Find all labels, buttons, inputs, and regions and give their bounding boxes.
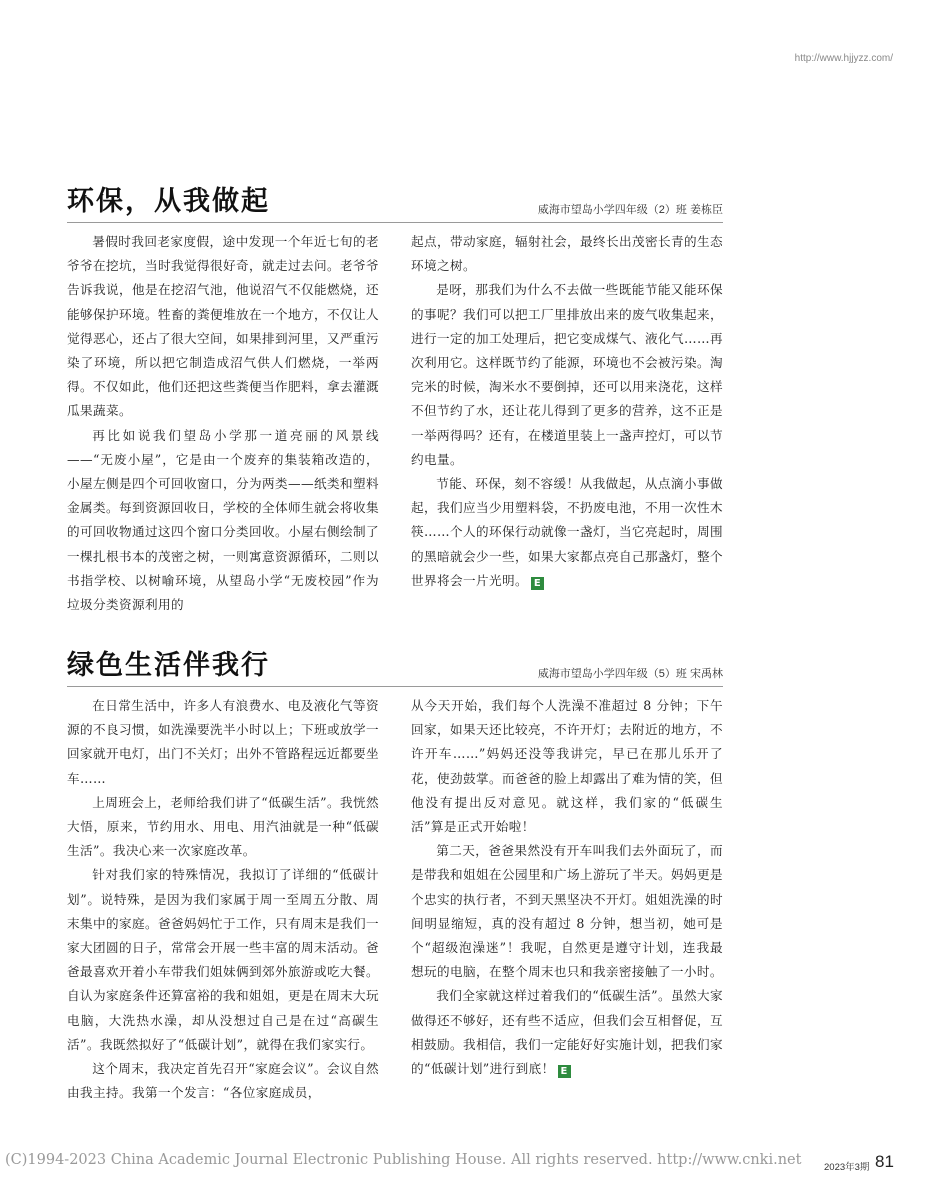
paragraph: 针对我们家的特殊情况，我拟订了详细的“低碳计划”。说特殊，是因为我们家属于周一至周五分散、周末集中的家庭。爸爸妈妈忙于工作，只有周末是我们一家大团圆的日子，常常会开展一些丰富的周末活动。爸爸最喜欢开着小车带我们姐妹俩到郊外旅游或吃大餐。自认为家庭条件还算富裕的我和姐姐，更是在周末大玩电脑，大洗热水澡，却从没想过自己是在过“高碳生活”。我既然拟好了“低碳计划”，就得在我们家实行。 (67, 867, 379, 1052)
article-environment (67, 178, 723, 617)
paragraph: 暑假时我回老家度假，途中发现一个年近七旬的老爷爷在挖坑，当时我觉得很好奇，就走过去问。老爷爷告诉我说，他是在挖沼气池，他说沼气不仅能燃烧，还能够保护环境。牲畜的粪便堆放在一个地方，不仅让人觉得恶心，还占了很大空间，如果排到河里，又严重污染了环境，所以把它制造成沼气供人们燃烧，一举两得。不仅如此，他们还把这些粪便当作肥料，拿去灌溉瓜果蔬菜。 (67, 234, 379, 419)
paragraph-text: 节能、环保，刻不容缓！从我做起，从点滴小事做起，我们应当少用塑料袋，不扔废电池，不用一次性木筷……个人的环保行动就像一盏灯，当它亮起时，周围的黑暗就会少一些，如果大家都点亮自己那盏灯，整个世界将会一片光明。 (411, 476, 723, 588)
paragraph (411, 472, 723, 593)
end-mark-icon: E (558, 1065, 571, 1078)
page-number: 81 (875, 1152, 894, 1171)
article-byline: 威海市望岛小学四年级（2）班 姜栋臣 (537, 204, 723, 216)
paragraph: 从今天开始，我们每个人洗澡不准超过 8 分钟；下午回家，如果天还比较亮，不许开灯；去附近的地方，不许开车……”妈妈还没等我讲完，早已在那儿乐开了花，使劲鼓掌。而爸爸的脸上却露出了难为情的笑，但他没有提出反对意见。就这样，我们家的“低碳生活”算是正式开始啦！ (411, 698, 723, 835)
right-column (411, 694, 723, 1105)
paragraph: 再比如说我们望岛小学那一道亮丽的风景线——“无废小屋”，它是由一个废弃的集装箱改造的，小屋左侧是四个可回收窗口，分为两类——纸类和塑料金属类。每到资源回收日，学校的全体师生就会将收集的可回收物通过这四个窗口分类回收。小屋右侧绘制了一棵扎根书本的茂密之树，一则寓意资源循环，二则以书指学校、以树喻环境，从望岛小学“无废校园”作为垃圾分类资源利用的 (67, 427, 379, 613)
article-title: 绿色生活伴我行 (67, 650, 270, 681)
paragraph: 第二天，爸爸果然没有开车叫我们去外面玩了，而是带我和姐姐在公园里和广场上游玩了半天。妈妈更是个忠实的执行者，不到天黑坚决不开灯。姐姐洗澡的时间明显缩短，真的没有超过 8 分钟，想当初，她可是个“超级泡澡迷”！我呢，自然更是遵守计划，连我最想玩的电脑，在整个周末也只和我亲密接触了一小时。 (411, 843, 723, 980)
end-mark-icon: E (531, 577, 544, 590)
article-green-life (67, 642, 723, 1105)
article-byline: 威海市望岛小学四年级（5）班 宋禹林 (537, 668, 723, 680)
paragraph: 上周班会上，老师给我们讲了“低碳生活”。我恍然大悟，原来，节约用水、用电、用汽油就是一种“低碳生活”。我决心来一次家庭改革。 (67, 794, 379, 859)
issue-label: 2023年3期 (824, 1162, 870, 1173)
copyright-notice: (C)1994-2023 China Academic Journal Electronic Publishing House. All rights reserved. http://www.cnki.net (5, 1152, 802, 1168)
left-column (67, 230, 379, 617)
paragraph: 这个周末，我决定首先召开“家庭会议”。会议自然由我主持。我第一个发言：“各位家庭成员， (67, 1061, 379, 1101)
left-column (67, 694, 379, 1105)
paragraph: 是呀，那我们为什么不去做一些既能节能又能环保的事呢？我们可以把工厂里排放出来的废气收集起来，进行一定的加工处理后，把它变成煤气、液化气……再次利用它。这样既节约了能源，环境也不会被污染。淘完米的时候，淘米水不要倒掉，还可以用来浇花，这样不但节约了水，还让花儿得到了更多的营养，这不正是一举两得吗？还有，在楼道里装上一盏声控灯，可以节约电量。 (411, 282, 723, 467)
article-header (67, 178, 723, 223)
article-title: 环保，从我做起 (67, 186, 270, 217)
paragraph: 在日常生活中，许多人有浪费水、电及液化气等资源的不良习惯，如洗澡要洗半小时以上；下班或放学一回家就开电灯，出门不关灯；出外不管路程远近都要坐车…… (67, 698, 379, 786)
page-footer (0, 1152, 950, 1174)
paragraph (411, 984, 723, 1081)
article-header (67, 642, 723, 687)
right-column (411, 230, 723, 617)
paragraph: 起点，带动家庭，辐射社会，最终长出茂密长青的生态环境之树。 (411, 234, 723, 274)
journal-url: http://www.hjjyzz.com/ (794, 53, 893, 64)
paragraph-text: 我们全家就这样过着我们的“低碳生活”。虽然大家做得还不够好，还有些不适应，但我们会互相督促，互相鼓励。我相信，我们一定能好好实施计划，把我们家的“低碳计划”进行到底！ (411, 988, 723, 1077)
